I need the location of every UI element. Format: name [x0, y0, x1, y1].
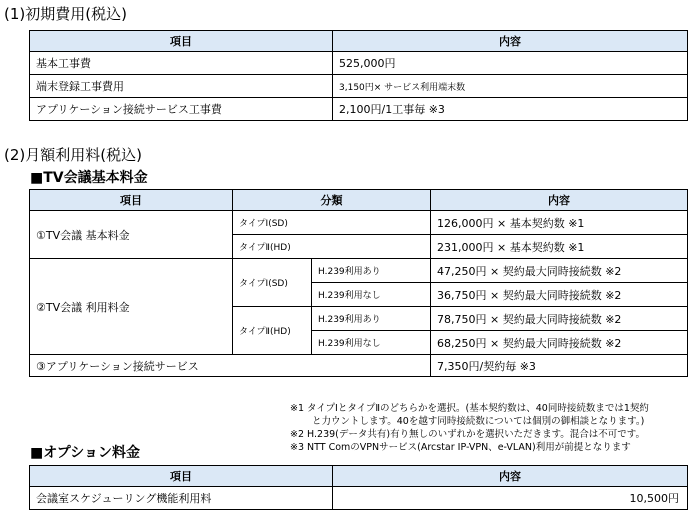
- tv-basic-fee-heading: ■TV会議基本料金: [30, 170, 148, 186]
- table-row: [30, 487, 688, 510]
- table-row: [30, 259, 688, 283]
- cell-item: ①TV会議 基本料金: [30, 211, 233, 259]
- section2-title: (2)月額利用料(税込): [4, 146, 142, 164]
- cell-content: 10,500円: [333, 487, 688, 510]
- cell-item: 会議室スケジューリング機能利用料: [30, 487, 333, 510]
- column-header-item: 項目: [30, 190, 233, 211]
- column-header-content: 内容: [333, 31, 688, 52]
- cell-item: ③アプリケーション接続サービス: [30, 355, 431, 377]
- cell-content: 47,250円 × 契約最大同時接続数 ※2: [431, 259, 688, 283]
- footnotes: [290, 402, 649, 454]
- cell-type: タイプⅡ(HD): [233, 235, 431, 259]
- cell-content: 525,000円: [333, 52, 688, 75]
- table-row: [30, 75, 688, 98]
- cell-content: 78,750円 × 契約最大同時接続数 ※2: [431, 307, 688, 331]
- footnote-2: ※2 H.239(データ共有)有り無しのいずれかを選択いただきます。混合は不可です。: [290, 429, 646, 440]
- cell-content: 7,350円/契約毎 ※3: [431, 355, 688, 377]
- footnote-3: ※3 NTT ComのVPNサービス(Arcstar IP-VPN、e-VLAN)利用が前提となります: [290, 442, 631, 453]
- cell-content: 36,750円 × 契約最大同時接続数 ※2: [431, 283, 688, 307]
- cell-item: アプリケーション接続サービス工事費: [30, 98, 333, 121]
- footnote-1: ※1 タイプⅠとタイプⅡのどちらかを選択。(基本契約数は、40同時接続数までは1契約: [290, 403, 649, 414]
- column-header-content: 内容: [333, 466, 688, 487]
- cell-type: タイプⅠ(SD): [233, 211, 431, 235]
- table-header-row: [30, 31, 688, 52]
- table-header-row: [30, 466, 688, 487]
- cell-content: 3,150円× サービス利用端末数: [333, 75, 688, 98]
- cell-subtype: H.239利用なし: [312, 283, 431, 307]
- cell-item: 端末登録工事費用: [30, 75, 333, 98]
- option-fee-table: [29, 465, 688, 510]
- cell-content: 231,000円 × 基本契約数 ※1: [431, 235, 688, 259]
- column-header-item: 項目: [30, 31, 333, 52]
- cell-content: 126,000円 × 基本契約数 ※1: [431, 211, 688, 235]
- initial-cost-table: [29, 30, 688, 121]
- section1-title: (1)初期費用(税込): [4, 5, 127, 23]
- table-row: [30, 355, 688, 377]
- table-row: [30, 98, 688, 121]
- cell-subtype: H.239利用なし: [312, 331, 431, 355]
- column-header-category: 分類: [233, 190, 431, 211]
- cell-type: タイプⅡ(HD): [233, 307, 312, 355]
- cell-content: 68,250円 × 契約最大同時接続数 ※2: [431, 331, 688, 355]
- column-header-content: 内容: [431, 190, 688, 211]
- cell-subtype: H.239利用あり: [312, 259, 431, 283]
- option-fee-heading: ■オプション料金: [30, 445, 140, 461]
- cell-item: 基本工事費: [30, 52, 333, 75]
- cell-item: ②TV会議 利用料金: [30, 259, 233, 355]
- cell-content: 2,100円/1工事毎 ※3: [333, 98, 688, 121]
- table-header-row: [30, 190, 688, 211]
- monthly-fee-table: [29, 189, 688, 377]
- cell-type: タイプⅠ(SD): [233, 259, 312, 307]
- table-row: [30, 52, 688, 75]
- table-row: [30, 211, 688, 235]
- column-header-item: 項目: [30, 466, 333, 487]
- footnote-1-cont: と力ウントします。40を越す同時接続数については個別の御相談となります。): [312, 416, 645, 427]
- cell-subtype: H.239利用あり: [312, 307, 431, 331]
